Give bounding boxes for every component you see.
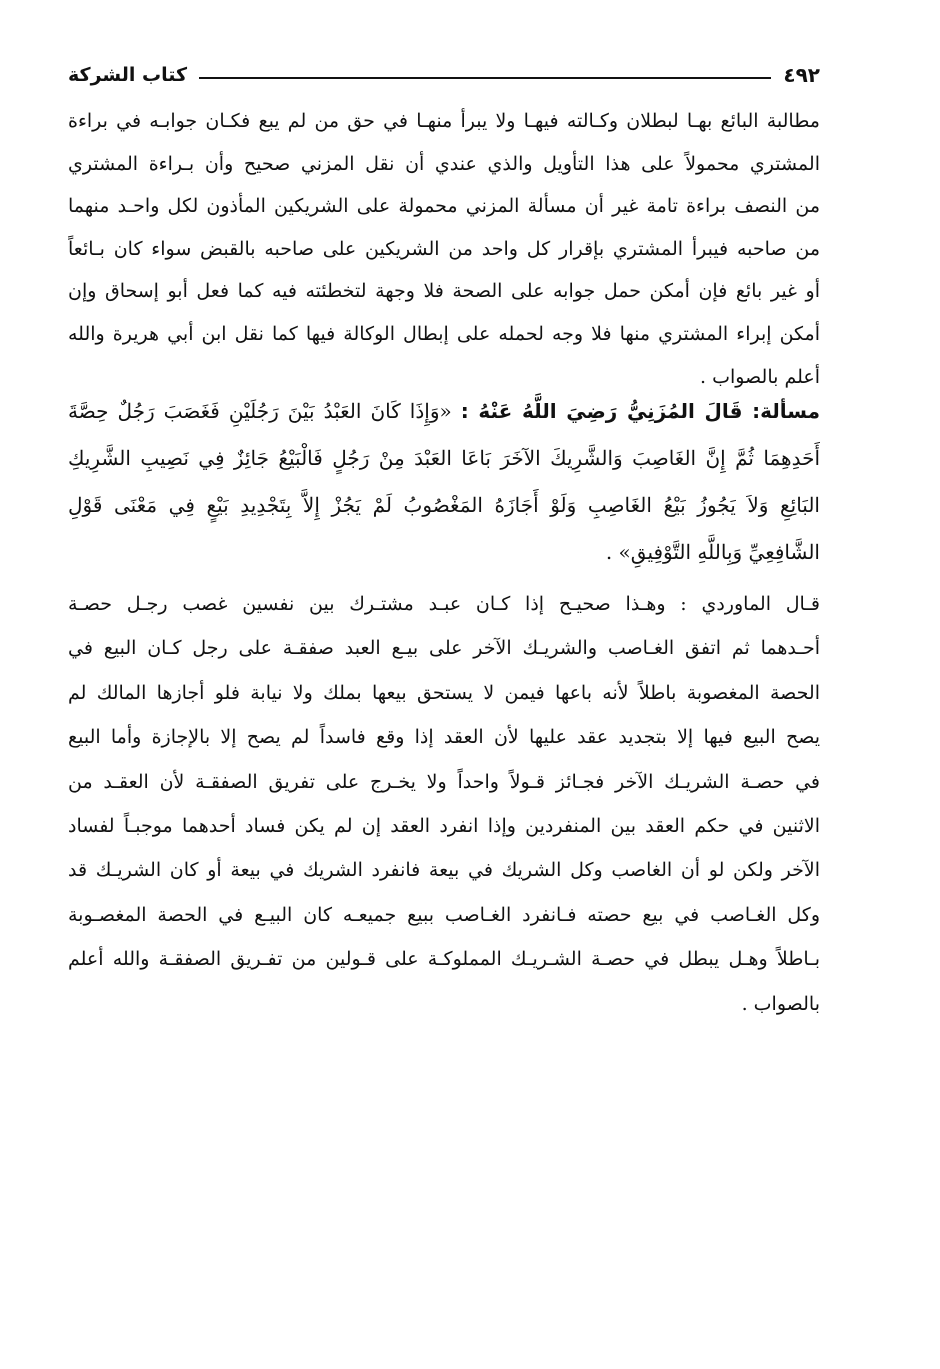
text-line: المشتري محمولاً على هذا التأويل والذي عندي أن نقل المزني صحيح وأن بـراءة المشتري: [68, 152, 820, 175]
quote-line: أَحَدِهِمَا ثُمَّ إِنَّ الغَاصِبَ وَالشَّرِيكَ الآخَرَ بَاعَا العَبْدَ مِنْ رَجُلٍ فَالْبَيْعُ جَائِزٌ فِي نَصِيبِ الشَّرِيكِ: [68, 446, 820, 470]
quote-line: البَائِعِ وَلاَ يَجُوزُ بَيْعُ الغَاصِبِ وَلَوْ أَجَازَهُ المَغْصُوبُ لَمْ يَجُزْ إِلاَّ بِتَجْدِيدِ بَيْعٍ فِي مَعْنَى قَوْلِ: [68, 493, 820, 517]
text-line: أو غير بائع فإن أمكن حمل جوابه على الصحة فلا وجهة لتخطئته فيه كما فعل أبو إسحاق وإن: [68, 280, 820, 303]
paragraph-mawardi: [68, 582, 820, 1026]
text-line: الآخر ولكن لو أن الغاصب وكل الشريك في بيعة فانفرد الشريك في بيعة أو كان الشريـك قد: [68, 859, 820, 882]
header-rule: [199, 77, 771, 79]
text-line: أحـدهما ثم اتفق الغـاصب والشريـك الآخر على بيـع العبد صفقـة على رجل كـان البيع في: [68, 637, 820, 660]
text-line: مطالبة البائع بهـا لبطلان وكـالته فيهـا ولا يبرأ منهـا في حق من لم يبع فكـان جوابـه في براءة: [68, 110, 820, 132]
text-line: الاثنين في حكم العقد بين المنفردين وإذا انفرد العقد إن لم يكن فساد أحدهما موجبـاً لفساد: [68, 814, 820, 837]
quote-text: «وَإِذَا كَانَ العَبْدُ بَيْنَ رَجُلَيْنِ فَغَصَبَ رَجُلٌ حِصَّةَ: [68, 399, 452, 423]
text-line: أعلم بالصواب .: [700, 365, 820, 388]
text-line: وكل الغـاصب في بيع حصته فـانفرد الغـاصب ببيع جميعـه كان البيـع في الحصة المغصـوبة: [68, 903, 820, 926]
page-header: [68, 58, 820, 92]
text-line: بـاطلاً وهـل يبطل في حصـة الشـريـك المملوكـة على قـولين من تفـريق الصفقـة والله أعلم: [68, 948, 820, 971]
text-line: من صاحبه فيبرأ المشتري بإقرار كل واحد من الشريكين على صاحبه بالقبض سواء كان بـائعاً: [68, 237, 820, 260]
text-line: قـال الماوردي : وهـذا صحيـح إذا كـان عبـد مشتـرك بين نفسين غصب رجـل حصـة: [68, 593, 820, 615]
paragraph-commentary: [68, 100, 820, 398]
quote-line: الشَّافِعِيِّ وَبِاللَّهِ التَّوْفِيقِ» .: [605, 540, 820, 564]
masala-heading: مسألة: قَالَ المُزَنِيُّ رَضِيَ اللَّهُ عَنْهُ :: [460, 399, 820, 423]
text-line: يصح البيع فيها إلا بتجديد عقد عليها لأن العقد إذا وقع فاسداً لم يصح إلا بالإجازة وأما البيع: [68, 726, 820, 749]
page-number: ٤٩٢: [783, 63, 820, 87]
text-line: من النصف براءة تامة غير أن مسألة المزني محمولة على الشريكين المأذون لكل واحـد منهما: [68, 195, 820, 218]
text-line: الحصة المغصوبة باطلاً لأنه باعها فيمن لا يستحق بيعها بملك ولا نيابة فلو أجازها المالك لم: [68, 681, 820, 704]
text-line: أمكن إبراء المشتري منها فلا وجه لحمله على إبطال الوكالة فيها كما نقل ابن أبي هريرة والله: [68, 322, 820, 345]
text-line: في حصـة الشريـك الآخر فجـائز قـولاً واحداً ولا يخـرج على تفريق الصفقـة لأن العقـد من: [68, 770, 820, 793]
masala-quote: [68, 388, 820, 576]
book-title: كتاب الشركة: [68, 64, 188, 86]
text-line: بالصواب .: [741, 992, 820, 1015]
masala-first-line: [68, 388, 820, 435]
